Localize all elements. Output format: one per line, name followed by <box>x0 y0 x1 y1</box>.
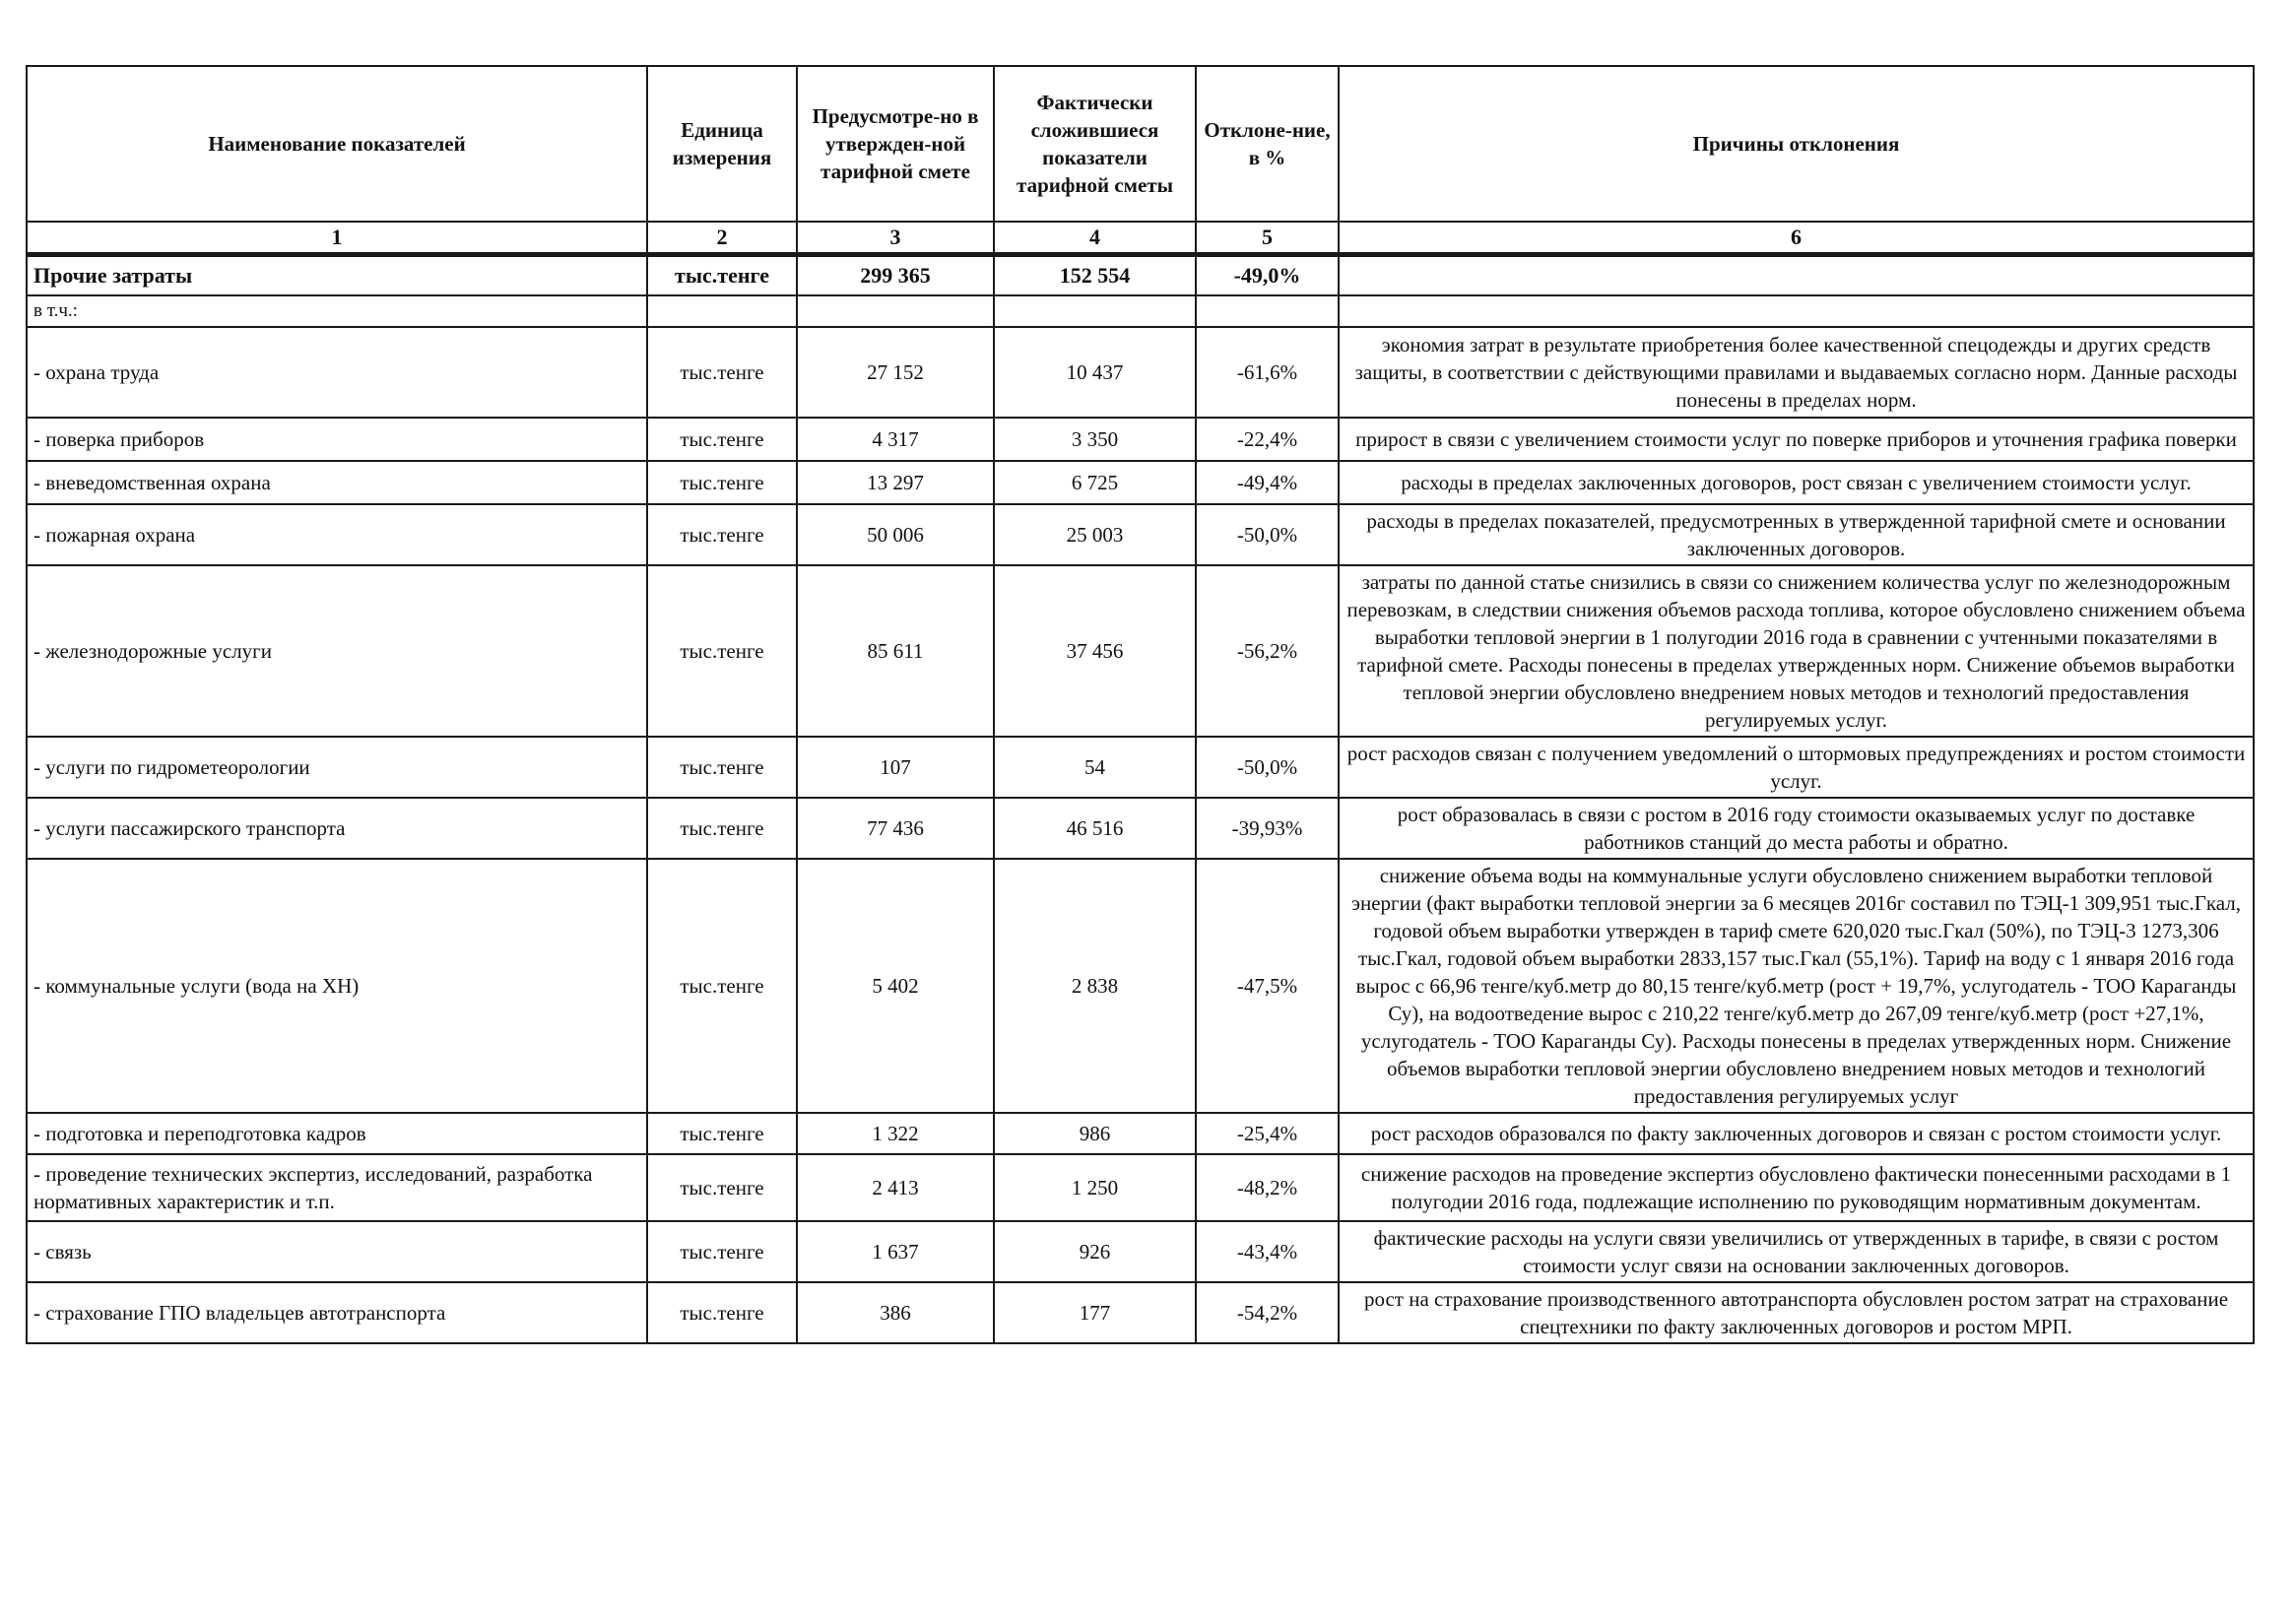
row-indicator-name: - железнодорожные услуги <box>27 565 647 737</box>
row-actual-value: 1 250 <box>994 1154 1196 1221</box>
row-actual-value: 25 003 <box>994 504 1196 565</box>
row-reason: прирост в связи с увеличением стоимости услуг по поверке приборов и уточнения графика поверки <box>1339 418 2254 461</box>
row-reason: расходы в пределах заключенных договоров, рост связан с увеличением стоимости услуг. <box>1339 461 2254 504</box>
row-reason: экономия затрат в результате приобретения более качественной спецодежды и других средств защиты, в соответствии с действующими правилами и выдаваемых согласно норм. Данные расходы понесены в пределах норм. <box>1339 327 2254 418</box>
total-deviation: -49,0% <box>1196 255 1339 296</box>
row-unit: тыс.тенге <box>647 1113 797 1154</box>
table-row <box>27 798 2254 859</box>
total-name: Прочие затраты <box>27 255 647 296</box>
total-actual: 152 554 <box>994 255 1196 296</box>
header-row <box>27 66 2254 222</box>
row-reason: снижение расходов на проведение экспертиз обусловлено фактически понесенными расходами в 1 полугодии 2016 года, подлежащие исполнению по руководящим нормативным документам. <box>1339 1154 2254 1221</box>
row-unit: тыс.тенге <box>647 1221 797 1282</box>
row-planned-value: 85 611 <box>797 565 994 737</box>
row-unit: тыс.тенге <box>647 1282 797 1343</box>
row-deviation: -39,93% <box>1196 798 1339 859</box>
row-deviation: -43,4% <box>1196 1221 1339 1282</box>
table-row <box>27 1113 2254 1154</box>
row-indicator-name: - коммунальные услуги (вода на ХН) <box>27 859 647 1113</box>
row-actual-value: 926 <box>994 1221 1196 1282</box>
table-row <box>27 327 2254 418</box>
column-number: 2 <box>647 222 797 255</box>
row-indicator-name: - пожарная охрана <box>27 504 647 565</box>
row-deviation: -22,4% <box>1196 418 1339 461</box>
row-planned-value: 1 637 <box>797 1221 994 1282</box>
header-planned: Предусмотре-но в утвержден-ной тарифной смете <box>797 66 994 222</box>
row-unit: тыс.тенге <box>647 798 797 859</box>
row-reason: снижение объема воды на коммунальные услуги обусловлено снижением выработки тепловой энергии (факт выработки тепловой энергии за 6 месяцев 2016г составил по ТЭЦ-1 309,951 тыс.Гкал, годовой объем выработки утвержден в тариф смете 620,020 тыс.Гкал (50%), по ТЭЦ-3 1273,306 тыс.Гкал, годовой объем выработки 2833,157 тыс.Гкал (55,1%). Тариф на воду с 1 января 2016 года вырос с 66,96 тенге/куб.метр до 80,15 тенге/куб.метр (рост + 19,7%, услугодатель - ТОО Караганды Су), на водоотведение вырос с 210,22 тенге/куб.метр до 267,09 тенге/куб.метр (рост +27,1%, услугодатель - ТОО Караганды Су). Расходы понесены в пределах утвержденных норм. Снижение объемов выработки тепловой энергии обусловлено внедрением новых методов и технологий предоставления регулируемых услуг <box>1339 859 2254 1113</box>
total-row <box>27 255 2254 296</box>
row-deviation: -50,0% <box>1196 737 1339 798</box>
column-number: 4 <box>994 222 1196 255</box>
row-actual-value: 54 <box>994 737 1196 798</box>
header-reasons: Причины отклонения <box>1339 66 2254 222</box>
table-row <box>27 737 2254 798</box>
subheading-label: в т.ч.: <box>27 295 647 327</box>
header-indicator-name: Наименование показателей <box>27 66 647 222</box>
row-deviation: -25,4% <box>1196 1113 1339 1154</box>
empty-cell <box>1339 295 2254 327</box>
row-planned-value: 386 <box>797 1282 994 1343</box>
row-unit: тыс.тенге <box>647 418 797 461</box>
row-planned-value: 50 006 <box>797 504 994 565</box>
row-planned-value: 27 152 <box>797 327 994 418</box>
row-deviation: -47,5% <box>1196 859 1339 1113</box>
row-indicator-name: - страхование ГПО владельцев автотранспорта <box>27 1282 647 1343</box>
row-planned-value: 77 436 <box>797 798 994 859</box>
row-deviation: -50,0% <box>1196 504 1339 565</box>
row-indicator-name: - охрана труда <box>27 327 647 418</box>
table-row <box>27 1154 2254 1221</box>
row-planned-value: 4 317 <box>797 418 994 461</box>
row-deviation: -61,6% <box>1196 327 1339 418</box>
row-deviation: -54,2% <box>1196 1282 1339 1343</box>
row-actual-value: 177 <box>994 1282 1196 1343</box>
total-unit: тыс.тенге <box>647 255 797 296</box>
header-unit: Единица измерения <box>647 66 797 222</box>
row-unit: тыс.тенге <box>647 859 797 1113</box>
row-actual-value: 6 725 <box>994 461 1196 504</box>
row-indicator-name: - связь <box>27 1221 647 1282</box>
subheading-row <box>27 295 2254 327</box>
column-number: 6 <box>1339 222 2254 255</box>
empty-cell <box>994 295 1196 327</box>
cost-deviation-table <box>26 65 2255 1344</box>
row-actual-value: 986 <box>994 1113 1196 1154</box>
total-reason <box>1339 255 2254 296</box>
row-unit: тыс.тенге <box>647 565 797 737</box>
row-actual-value: 46 516 <box>994 798 1196 859</box>
empty-cell <box>647 295 797 327</box>
row-reason: рост расходов образовался по факту заключенных договоров и связан с ростом стоимости услуг. <box>1339 1113 2254 1154</box>
column-number: 5 <box>1196 222 1339 255</box>
row-unit: тыс.тенге <box>647 737 797 798</box>
row-unit: тыс.тенге <box>647 327 797 418</box>
row-reason: рост расходов связан с получением уведомлений о штормовых предупреждениях и ростом стоимости услуг. <box>1339 737 2254 798</box>
row-actual-value: 37 456 <box>994 565 1196 737</box>
row-unit: тыс.тенге <box>647 504 797 565</box>
table-row <box>27 418 2254 461</box>
row-actual-value: 10 437 <box>994 327 1196 418</box>
total-planned: 299 365 <box>797 255 994 296</box>
header-actual: Фактически сложившиеся показатели тарифной сметы <box>994 66 1196 222</box>
row-unit: тыс.тенге <box>647 461 797 504</box>
row-indicator-name: - услуги пассажирского транспорта <box>27 798 647 859</box>
row-planned-value: 13 297 <box>797 461 994 504</box>
column-number-row <box>27 222 2254 255</box>
row-unit: тыс.тенге <box>647 1154 797 1221</box>
row-indicator-name: - вневедомственная охрана <box>27 461 647 504</box>
row-reason: фактические расходы на услуги связи увеличились от утвержденных в тарифе, в связи с ростом стоимости услуг связи на основании заключенных договоров. <box>1339 1221 2254 1282</box>
row-deviation: -56,2% <box>1196 565 1339 737</box>
row-reason: расходы в пределах показателей, предусмотренных в утвержденной тарифной смете и основании заключенных договоров. <box>1339 504 2254 565</box>
row-actual-value: 3 350 <box>994 418 1196 461</box>
row-indicator-name: - услуги по гидрометеорологии <box>27 737 647 798</box>
cost-report-sheet <box>26 65 2253 1344</box>
row-deviation: -49,4% <box>1196 461 1339 504</box>
row-indicator-name: - поверка приборов <box>27 418 647 461</box>
table-row <box>27 504 2254 565</box>
table-row <box>27 565 2254 737</box>
empty-cell <box>1196 295 1339 327</box>
column-number: 3 <box>797 222 994 255</box>
row-reason: затраты по данной статье снизились в связи со снижением количества услуг по железнодорожным перевозкам, в следствии снижения объемов расхода топлива, которое обусловлено снижением объема выработки тепловой энергии в 1 полугодии 2016 года в сравнении с учтенными показателями в тарифной смете. Расходы понесены в пределах утвержденных норм. Снижение объемов выработки тепловой энергии обусловлено внедрением новых методов и технологий предоставления регулируемых услуг. <box>1339 565 2254 737</box>
row-planned-value: 2 413 <box>797 1154 994 1221</box>
column-number: 1 <box>27 222 647 255</box>
empty-cell <box>797 295 994 327</box>
row-actual-value: 2 838 <box>994 859 1196 1113</box>
row-deviation: -48,2% <box>1196 1154 1339 1221</box>
table-row <box>27 1282 2254 1343</box>
table-row <box>27 461 2254 504</box>
row-reason: рост образовалась в связи с ростом в 2016 году стоимости оказываемых услуг по доставке работников станций до места работы и обратно. <box>1339 798 2254 859</box>
row-indicator-name: - проведение технических экспертиз, исследований, разработка нормативных характеристик и т.п. <box>27 1154 647 1221</box>
header-deviation: Отклоне-ние, в % <box>1196 66 1339 222</box>
row-planned-value: 5 402 <box>797 859 994 1113</box>
table-row <box>27 859 2254 1113</box>
row-planned-value: 1 322 <box>797 1113 994 1154</box>
row-indicator-name: - подготовка и переподготовка кадров <box>27 1113 647 1154</box>
table-row <box>27 1221 2254 1282</box>
row-reason: рост на страхование производственного автотранспорта обусловлен ростом затрат на страхование спецтехники по факту заключенных договоров и ростом МРП. <box>1339 1282 2254 1343</box>
row-planned-value: 107 <box>797 737 994 798</box>
